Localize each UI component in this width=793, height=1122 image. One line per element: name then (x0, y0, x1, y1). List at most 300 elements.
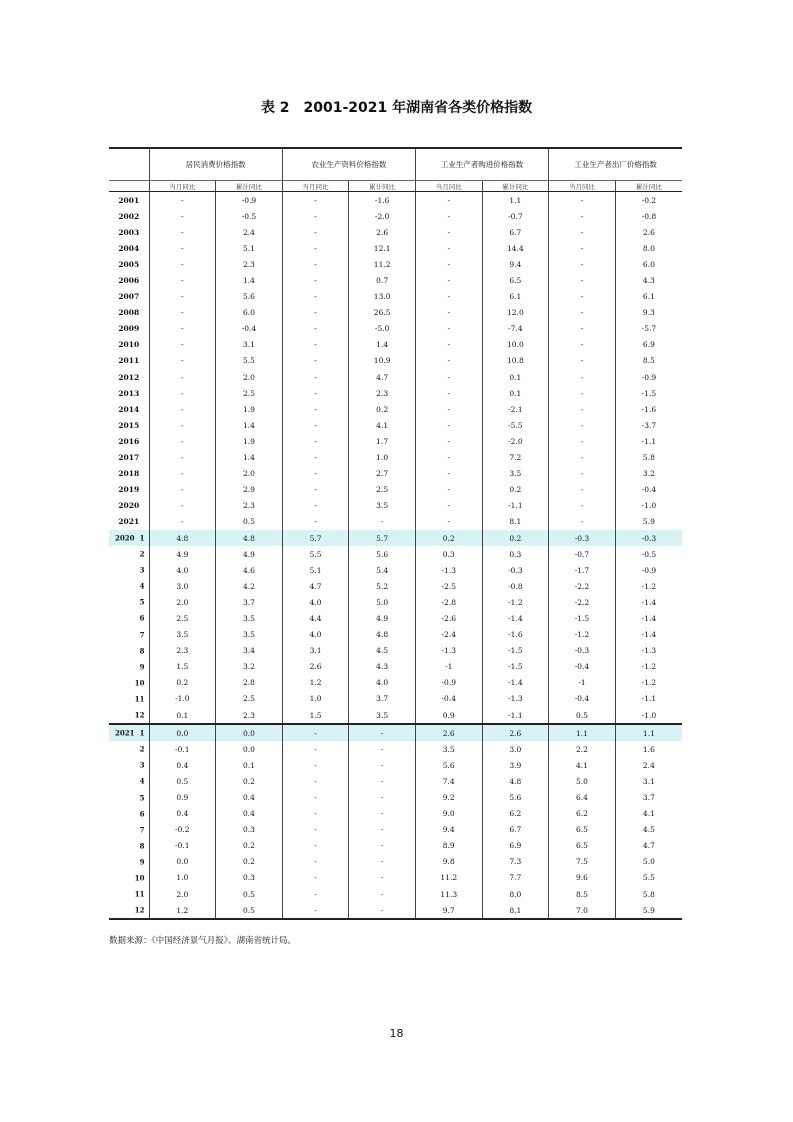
value-cell: 5.1 (282, 562, 349, 578)
value-cell: - (549, 401, 616, 417)
value-cell: - (415, 482, 482, 498)
value-cell: 4.7 (349, 369, 416, 385)
value-cell: 2.9 (216, 482, 283, 498)
value-cell: 4.8 (216, 530, 283, 546)
value-cell: 1.2 (282, 675, 349, 691)
value-cell: - (549, 385, 616, 401)
value-cell: 0.0 (149, 854, 216, 870)
value-cell: - (415, 192, 482, 209)
value-cell: 6.7 (482, 822, 549, 838)
value-cell: 2.6 (415, 724, 482, 741)
value-cell: 5.8 (615, 450, 682, 466)
value-cell: -0.4 (216, 321, 283, 337)
value-cell: -1.0 (615, 498, 682, 514)
value-cell: -1.3 (482, 691, 549, 707)
value-cell: 0.4 (149, 806, 216, 822)
monthly-row (109, 789, 682, 805)
value-cell: - (415, 466, 482, 482)
value-cell: - (149, 192, 216, 209)
value-cell: 5.5 (615, 870, 682, 886)
value-cell: - (349, 854, 416, 870)
month-number: 12 (134, 710, 145, 720)
value-cell: - (549, 369, 616, 385)
value-cell: 4.0 (282, 627, 349, 643)
value-cell: - (149, 466, 216, 482)
monthly-row (109, 643, 682, 659)
value-cell: 5.7 (282, 530, 349, 546)
price-index-table (109, 147, 682, 920)
value-cell: -0.7 (549, 546, 616, 562)
value-cell: 2.6 (282, 659, 349, 675)
value-cell: - (282, 224, 349, 240)
value-cell: 5.1 (216, 240, 283, 256)
month-number: 12 (134, 905, 145, 915)
value-cell: 8.5 (549, 886, 616, 902)
value-cell: -1 (549, 675, 616, 691)
value-cell: - (149, 514, 216, 530)
month-number: 5 (139, 793, 145, 803)
value-cell: - (549, 417, 616, 433)
value-cell: - (349, 902, 416, 919)
value-cell: 9.8 (415, 854, 482, 870)
value-cell: -2.2 (549, 578, 616, 594)
value-cell: -0.5 (216, 208, 283, 224)
sub-header: 当月同比 (549, 181, 616, 192)
sub-header-row (109, 181, 682, 192)
value-cell: -1.5 (615, 385, 682, 401)
value-cell: 2.4 (615, 757, 682, 773)
value-cell: -1.2 (615, 675, 682, 691)
month-number: 8 (139, 646, 145, 656)
value-cell: 1.9 (216, 401, 283, 417)
monthly-row (109, 659, 682, 675)
value-cell: 5.6 (415, 757, 482, 773)
monthly-row (109, 886, 682, 902)
value-cell: 4.1 (349, 417, 416, 433)
value-cell: - (149, 498, 216, 514)
row-month-label (109, 627, 149, 643)
value-cell: - (549, 289, 616, 305)
value-cell: - (149, 240, 216, 256)
value-cell: - (415, 224, 482, 240)
value-cell: -1.1 (615, 691, 682, 707)
value-cell: -0.3 (549, 643, 616, 659)
value-cell: - (282, 886, 349, 902)
row-month-label (109, 724, 149, 741)
value-cell: - (282, 450, 349, 466)
monthly-row (109, 562, 682, 578)
value-cell: - (282, 192, 349, 209)
value-cell: - (282, 208, 349, 224)
value-cell: - (549, 514, 616, 530)
value-cell: 2.4 (216, 224, 283, 240)
value-cell: 4.5 (349, 643, 416, 659)
value-cell: 4.9 (216, 546, 283, 562)
value-cell: - (349, 870, 416, 886)
value-cell: - (415, 305, 482, 321)
value-cell: 4.1 (615, 806, 682, 822)
sub-header: 累计同比 (482, 181, 549, 192)
month-number: 6 (139, 613, 145, 623)
monthly-row (109, 806, 682, 822)
month-number: 8 (139, 841, 145, 851)
row-month-label (109, 530, 149, 546)
value-cell: - (415, 256, 482, 272)
row-month-label (109, 806, 149, 822)
block-year-label: 2021 (115, 728, 135, 738)
value-cell: 0.4 (216, 806, 283, 822)
value-cell: 1.7 (349, 433, 416, 449)
value-cell: - (349, 773, 416, 789)
value-cell: - (282, 514, 349, 530)
value-cell: 0.2 (149, 675, 216, 691)
value-cell: - (282, 498, 349, 514)
value-cell: 1.2 (149, 902, 216, 919)
value-cell: 13.0 (349, 289, 416, 305)
annual-row (109, 482, 682, 498)
value-cell: - (282, 272, 349, 288)
value-cell: 10.9 (349, 353, 416, 369)
annual-row (109, 369, 682, 385)
value-cell: 7.7 (482, 870, 549, 886)
value-cell: 6.7 (482, 224, 549, 240)
value-cell: - (549, 224, 616, 240)
value-cell: -0.9 (615, 562, 682, 578)
value-cell: - (549, 498, 616, 514)
value-cell: 2.2 (549, 741, 616, 757)
value-cell: -1.5 (482, 643, 549, 659)
value-cell: - (349, 514, 416, 530)
value-cell: 4.9 (349, 610, 416, 626)
value-cell: -0.1 (149, 741, 216, 757)
row-month-label (109, 854, 149, 870)
value-cell: - (349, 789, 416, 805)
value-cell: 3.1 (615, 773, 682, 789)
monthly-row (109, 546, 682, 562)
value-cell: - (282, 757, 349, 773)
value-cell: 4.8 (149, 530, 216, 546)
row-month-label (109, 675, 149, 691)
value-cell: - (282, 337, 349, 353)
month-number: 3 (139, 565, 145, 575)
value-cell: 5.6 (216, 289, 283, 305)
value-cell: 4.6 (216, 562, 283, 578)
value-cell: 6.2 (482, 806, 549, 822)
value-cell: - (282, 289, 349, 305)
value-cell: - (282, 305, 349, 321)
value-cell: -0.9 (216, 192, 283, 209)
value-cell: -2.1 (482, 401, 549, 417)
value-cell: - (149, 208, 216, 224)
value-cell: 4.0 (349, 675, 416, 691)
value-cell: 3.7 (216, 594, 283, 610)
value-cell: 0.1 (216, 757, 283, 773)
value-cell: 9.6 (549, 870, 616, 886)
value-cell: 9.4 (415, 822, 482, 838)
value-cell: 1.4 (216, 417, 283, 433)
value-cell: 1.0 (349, 450, 416, 466)
value-cell: - (549, 337, 616, 353)
value-cell: 6.4 (549, 789, 616, 805)
month-number: 4 (139, 581, 145, 591)
annual-row (109, 208, 682, 224)
value-cell: - (282, 773, 349, 789)
value-cell: - (282, 789, 349, 805)
row-year-label: 2002 (118, 211, 140, 221)
value-cell: 0.1 (482, 369, 549, 385)
monthly-row (109, 838, 682, 854)
row-month-label (109, 707, 149, 724)
value-cell: 3.2 (216, 659, 283, 675)
value-cell: - (349, 806, 416, 822)
value-cell: 6.9 (482, 838, 549, 854)
value-cell: 26.5 (349, 305, 416, 321)
row-year-label: 2001 (118, 195, 140, 205)
value-cell: 8.0 (482, 886, 549, 902)
value-cell: 0.5 (216, 886, 283, 902)
value-cell: 9.3 (615, 305, 682, 321)
value-cell: 10.8 (482, 353, 549, 369)
value-cell: - (415, 240, 482, 256)
corner-cell (109, 181, 149, 192)
value-cell: 5.2 (349, 578, 416, 594)
value-cell: -1.3 (415, 562, 482, 578)
row-month-label (109, 838, 149, 854)
row-year-label: 2008 (118, 308, 140, 318)
value-cell: 6.1 (482, 289, 549, 305)
value-cell: 3.5 (216, 610, 283, 626)
value-cell: -2.5 (415, 578, 482, 594)
value-cell: 2.5 (149, 610, 216, 626)
value-cell: -1.5 (482, 659, 549, 675)
group-header: 工业生产者购进价格指数 (415, 148, 548, 181)
value-cell: - (549, 321, 616, 337)
value-cell: 3.9 (482, 757, 549, 773)
value-cell: 1.5 (149, 659, 216, 675)
row-month-label (109, 562, 149, 578)
value-cell: 3.5 (415, 741, 482, 757)
value-cell: -1 (415, 659, 482, 675)
value-cell: - (149, 353, 216, 369)
value-cell: - (415, 401, 482, 417)
value-cell: 2.3 (349, 385, 416, 401)
value-cell: -5.7 (615, 321, 682, 337)
value-cell: -1.0 (149, 691, 216, 707)
monthly-row (109, 822, 682, 838)
value-cell: 0.2 (216, 773, 283, 789)
monthly-row (109, 741, 682, 757)
value-cell: - (149, 289, 216, 305)
value-cell: 1.0 (149, 870, 216, 886)
value-cell: - (282, 256, 349, 272)
row-year-label: 2021 (118, 517, 140, 527)
value-cell: 0.2 (415, 530, 482, 546)
value-cell: - (549, 482, 616, 498)
value-cell: 4.7 (615, 838, 682, 854)
value-cell: - (149, 450, 216, 466)
value-cell: 3.1 (216, 337, 283, 353)
value-cell: 6.9 (615, 337, 682, 353)
value-cell: -0.2 (149, 822, 216, 838)
row-month-label (109, 691, 149, 707)
value-cell: 8.0 (615, 240, 682, 256)
row-year-label: 2011 (118, 356, 140, 366)
row-year-label: 2015 (118, 420, 140, 430)
value-cell: 11.2 (349, 256, 416, 272)
value-cell: 5.5 (282, 546, 349, 562)
value-cell: 3.5 (149, 627, 216, 643)
value-cell: 5.9 (615, 902, 682, 919)
monthly-row (109, 707, 682, 724)
sub-header: 累计同比 (615, 181, 682, 192)
row-month-label (109, 546, 149, 562)
value-cell: 6.5 (482, 272, 549, 288)
value-cell: 4.7 (282, 578, 349, 594)
value-cell: -0.7 (482, 208, 549, 224)
monthly-row (109, 594, 682, 610)
annual-row (109, 321, 682, 337)
month-number: 10 (134, 873, 145, 883)
value-cell: -1.4 (615, 627, 682, 643)
row-year-label: 2018 (118, 469, 140, 479)
month-number: 1 (139, 728, 145, 738)
value-cell: 2.6 (615, 224, 682, 240)
value-cell: 6.5 (549, 822, 616, 838)
value-cell: 6.2 (549, 806, 616, 822)
value-cell: 4.0 (149, 562, 216, 578)
value-cell: - (282, 466, 349, 482)
value-cell: - (415, 208, 482, 224)
value-cell: 4.4 (282, 610, 349, 626)
value-cell: 2.0 (216, 369, 283, 385)
value-cell: 5.0 (349, 594, 416, 610)
annual-row (109, 385, 682, 401)
group-header: 工业生产者出厂价格指数 (549, 148, 682, 181)
value-cell: 3.5 (349, 707, 416, 724)
value-cell: 5.0 (615, 854, 682, 870)
value-cell: 2.0 (149, 886, 216, 902)
value-cell: -1.2 (615, 659, 682, 675)
month-number: 4 (139, 776, 145, 786)
value-cell: - (282, 321, 349, 337)
row-month-label (109, 822, 149, 838)
monthly-row (109, 675, 682, 691)
page-number: 18 (389, 1027, 404, 1040)
value-cell: 8.1 (482, 514, 549, 530)
value-cell: 0.7 (349, 272, 416, 288)
value-cell: - (415, 289, 482, 305)
value-cell: 9.0 (415, 806, 482, 822)
value-cell: 0.4 (149, 757, 216, 773)
value-cell: -0.9 (415, 675, 482, 691)
row-year-label: 2019 (118, 485, 140, 495)
value-cell: -0.4 (615, 482, 682, 498)
value-cell: 11.3 (415, 886, 482, 902)
row-year-label: 2005 (118, 259, 140, 269)
value-cell: - (282, 822, 349, 838)
value-cell: -0.2 (615, 192, 682, 209)
row-month-label (109, 870, 149, 886)
value-cell: 3.5 (349, 498, 416, 514)
value-cell: 0.5 (216, 514, 283, 530)
value-cell: - (415, 369, 482, 385)
value-cell: -3.7 (615, 417, 682, 433)
value-cell: 3.5 (216, 627, 283, 643)
value-cell: -2.6 (415, 610, 482, 626)
value-cell: -1.7 (549, 562, 616, 578)
value-cell: 5.6 (349, 546, 416, 562)
table-title: 表 2 2001-2021 年湖南省各类价格指数 (260, 100, 533, 116)
value-cell: - (415, 385, 482, 401)
value-cell: 1.1 (482, 192, 549, 209)
value-cell: 9.2 (415, 789, 482, 805)
value-cell: - (415, 337, 482, 353)
group-header: 居民消费价格指数 (149, 148, 282, 181)
value-cell: - (549, 466, 616, 482)
value-cell: - (549, 433, 616, 449)
value-cell: 0.9 (415, 707, 482, 724)
value-cell: 0.2 (216, 854, 283, 870)
value-cell: -2.2 (549, 594, 616, 610)
value-cell: 4.1 (549, 757, 616, 773)
value-cell: - (549, 240, 616, 256)
value-cell: - (349, 838, 416, 854)
value-cell: - (415, 514, 482, 530)
row-month-label (109, 789, 149, 805)
value-cell: 3.4 (216, 643, 283, 659)
value-cell: -5.5 (482, 417, 549, 433)
group-header-row (109, 148, 682, 181)
row-month-label (109, 610, 149, 626)
value-cell: -0.3 (482, 562, 549, 578)
value-cell: - (282, 870, 349, 886)
annual-row (109, 401, 682, 417)
row-year-label: 2003 (118, 227, 140, 237)
value-cell: 3.5 (482, 466, 549, 482)
value-cell: 2.3 (149, 643, 216, 659)
monthly-row (109, 870, 682, 886)
value-cell: 2.0 (149, 594, 216, 610)
monthly-row (109, 724, 682, 741)
month-number: 11 (134, 889, 145, 899)
value-cell: - (549, 208, 616, 224)
block-year-label: 2020 (115, 533, 135, 543)
value-cell: - (349, 822, 416, 838)
row-year-label: 2020 (118, 501, 140, 511)
annual-row (109, 433, 682, 449)
value-cell: -0.9 (615, 369, 682, 385)
row-year-label: 2013 (118, 388, 140, 398)
month-number: 5 (139, 597, 145, 607)
row-year-label: 2017 (118, 453, 140, 463)
corner-cell (109, 148, 149, 181)
value-cell: 4.3 (349, 659, 416, 675)
value-cell: 0.2 (216, 838, 283, 854)
value-cell: 2.5 (216, 691, 283, 707)
monthly-row (109, 902, 682, 919)
value-cell: 2.3 (216, 256, 283, 272)
value-cell: - (282, 385, 349, 401)
annual-row (109, 417, 682, 433)
value-cell: 6.1 (615, 289, 682, 305)
value-cell: 2.6 (482, 724, 549, 741)
annual-row (109, 289, 682, 305)
value-cell: - (349, 757, 416, 773)
value-cell: - (282, 369, 349, 385)
value-cell: - (282, 353, 349, 369)
value-cell: - (549, 353, 616, 369)
value-cell: - (415, 272, 482, 288)
